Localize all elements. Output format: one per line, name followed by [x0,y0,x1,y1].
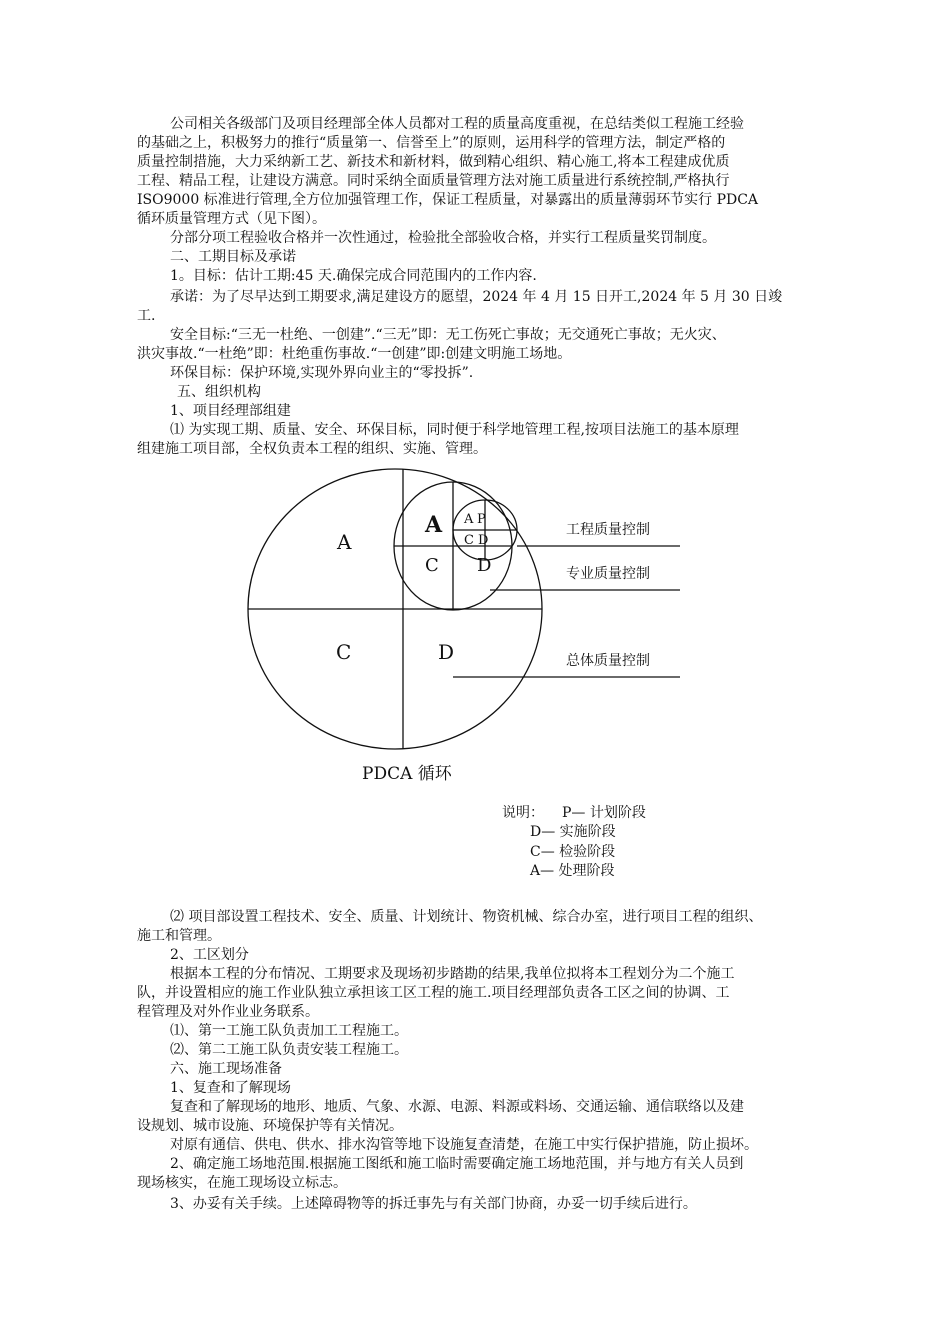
diagram-caption: PDCA 循环 [362,764,452,784]
quadrant-label-inner-d: D [478,533,489,548]
paragraph-line: 环保目标：保护环境,实现外界向业主的“零投拆”. [170,365,474,381]
label-engineering-quality: 工程质量控制 [566,522,650,538]
label-professional-quality: 专业质量控制 [566,566,650,582]
quadrant-label-inner-p: P [477,512,486,527]
paragraph-line: 工. [137,308,156,324]
paragraph-line: ⑵ 项目部设置工程技术、安全、质量、计划统计、物资机械、综合办室，进行项目工程的组织、 [170,909,763,925]
paragraph-line: 工程、精品工程，让建设方满意。同时采纳全面质量管理方法对施工质量进行系统控制,严格执行 [137,173,730,189]
paragraph-line: 分部分项工程验收合格并一次性通过，检验批全部验收合格，并实行工程质量奖罚制度。 [170,230,716,246]
paragraph-line: 质量控制措施，大力采纳新工艺、新技术和新材料，做到精心组织、精心施工,将本工程建成优质 [137,154,730,170]
quadrant-label-outer-a: A [337,530,352,554]
quadrant-label-middle-c: C [425,555,439,576]
legend-item-a: A— 处理阶段 [530,863,615,879]
paragraph-line: 设规划、城市设施、环境保护等有关情况。 [137,1118,403,1134]
paragraph-line: 队，并设置相应的施工作业队独立承担该工区工程的施工.项目经理部负责各工区之间的协调、工 [137,985,730,1001]
paragraph-line: 洪灾事故.“一杜绝”即：杜绝重伤事故.“一创建”即:创建文明施工场地。 [137,346,572,362]
legend-item-c: C— 检验阶段 [530,844,616,860]
paragraph-line: 1。目标：估计工期:45 天.确保完成合同范围内的工作内容. [170,268,537,284]
legend-item-p: P— 计划阶段 [562,805,646,821]
paragraph-line: 施工和管理。 [137,928,221,944]
paragraph-line: 3、办妥有关手续。上述障碍物等的拆迁事先与有关部门协商，办妥一切手续后进行。 [170,1196,697,1212]
paragraph-line: ⑴ 为实现工期、质量、安全、环保目标，同时便于科学地管理工程,按项目法施工的基本原理 [170,422,739,438]
quadrant-label-middle-d: D [477,555,492,576]
paragraph-line: 组建施工项目部，全权负责本工程的组织、实施、管理。 [137,441,487,457]
paragraph-line: 公司相关各级部门及项目经理部全体人员都对工程的质量高度重视，在总结类似工程施工经验 [170,116,744,132]
subsection-heading: 1、复查和了解现场 [170,1080,291,1096]
paragraph-line: 安全目标:“三无一杜绝、一创建”.“三无”即：无工伤死亡事故；无交通死亡事故；无火灾、 [170,327,726,343]
label-overall-quality: 总体质量控制 [566,653,650,669]
paragraph-line: ISO9000 标准进行管理,全方位加强管理工作，保证工程质量，对暴露出的质量薄弱环节实行 PDCA [137,192,759,208]
paragraph-line: 对原有通信、供电、供水、排水沟管等地下设施复查清楚，在施工中实行保护措施，防止损坏。 [170,1137,758,1153]
paragraph-line: 根据本工程的分布情况、工期要求及现场初步踏勘的结果,我单位拟将本工程划分为二个施工 [170,966,735,982]
paragraph-line: 的基础之上，积极努力的推行“质量第一、信誉至上”的原则，运用科学的管理方法，制定严格的 [137,135,726,151]
legend-prefix: 说明： [502,805,544,821]
quadrant-label-outer-d: D [438,640,455,664]
quadrant-label-middle-a: A [425,512,443,538]
section-heading: 二、工期目标及承诺 [170,249,296,265]
paragraph-line: 复查和了解现场的地形、地质、气象、水源、电源、料源或料场、交通运输、通信联络以及建 [170,1099,744,1115]
quadrant-label-inner-a: A [464,512,474,527]
paragraph-line: ⑴、第一工施工队负责加工工程施工。 [170,1023,408,1039]
paragraph-line: 循环质量管理方式（见下图）。 [137,211,326,227]
paragraph-line: 2、确定施工场地范围.根据施工图纸和施工临时需要确定施工场地范围，并与地方有关人员到 [170,1156,744,1172]
subsection-heading: 2、工区划分 [170,947,249,963]
subsection-heading: 1、项目经理部组建 [170,403,291,419]
paragraph-line: ⑵、第二工施工队负责安装工程施工。 [170,1042,408,1058]
legend-item-d: D— 实施阶段 [530,824,616,840]
paragraph-line: 程管理及对外作业业务联系。 [137,1004,319,1020]
paragraph-line: 承诺：为了尽早达到工期要求,满足建设方的愿望，2024 年 4 月 15 日开工,2024 年 5 月 30 日竣 [170,289,783,305]
quadrant-label-inner-c: C [464,533,474,548]
section-heading: 六、施工现场准备 [170,1061,282,1077]
paragraph-line: 现场核实，在施工现场设立标志。 [137,1175,347,1191]
quadrant-label-outer-c: C [336,640,352,664]
section-heading: 五、组织机构 [177,384,261,400]
